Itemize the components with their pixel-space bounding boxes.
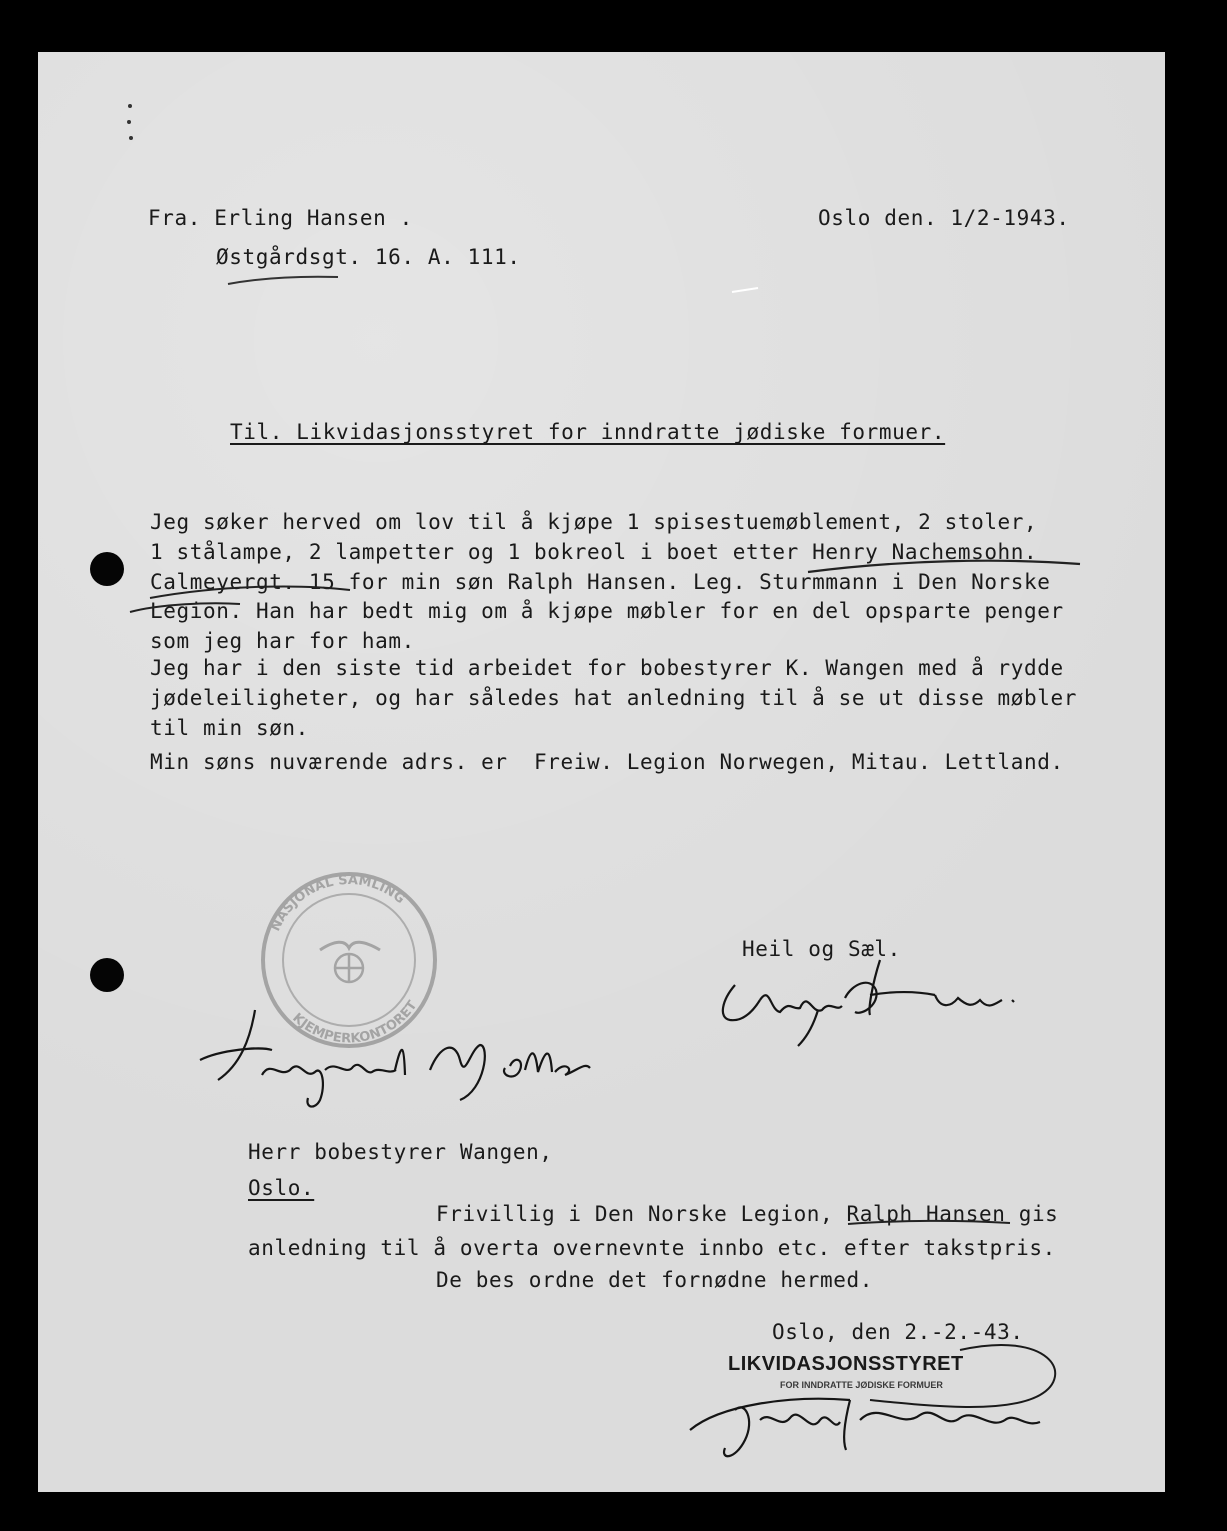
sender-address: Østgårdsgt. 16. A. 111. — [216, 245, 521, 269]
reply-city: Oslo. — [248, 1176, 315, 1200]
body-line: Min søns nuværende adrs. er Freiw. Legion Norwegen, Mitau. Lettland. — [150, 750, 1064, 774]
closing-greeting: Heil og Sæl. — [742, 937, 901, 961]
reply-salutation: Herr bobestyrer Wangen, — [248, 1140, 553, 1164]
body-line: som jeg har for ham. — [150, 629, 415, 653]
reply-date: Oslo, den 2.-2.-43. — [772, 1320, 1024, 1344]
org-stamp-name: LIKVIDASJONSSTYRET — [728, 1353, 964, 1375]
reply-line: De bes ordne det fornødne hermed. — [436, 1268, 874, 1292]
underline-legion — [130, 603, 240, 612]
paper-mark — [732, 288, 758, 292]
signature-erling-hansen — [723, 960, 1014, 1046]
body-line: jødeleiligheter, og har således hat anledning til å se ut disse møbler — [150, 686, 1078, 710]
recipient-line: Til. Likvidasjonsstyret for inndratte jødiske formuer. — [230, 420, 946, 444]
underline-street — [150, 586, 350, 598]
org-stamp-subtitle: FOR INNDRATTE JØDISKE FORMUER — [780, 1380, 943, 1390]
underline-name — [808, 561, 1080, 572]
round-stamp — [263, 873, 435, 1047]
sender-name: Fra. Erling Hansen . — [148, 206, 413, 230]
stamp-text-top: NASJONAL SAMLING — [268, 872, 408, 934]
body-line: til min søn. — [150, 716, 309, 740]
body-line: Jeg har i den siste tid arbeidet for bobestyrer K. Wangen med å rydde — [150, 656, 1064, 680]
reply-line: Frivillig i Den Norske Legion, Ralph Hansen gis — [436, 1202, 1059, 1226]
stamp-text-bottom: KJEMPERKONTORET — [289, 998, 421, 1047]
underline-address — [228, 277, 338, 284]
underline-ralph — [848, 1221, 1010, 1224]
org-stamp — [728, 1345, 1055, 1407]
body-line: Calmeyergt. 15 for min søn Ralph Hansen. Leg. Sturmmann i Den Norske — [150, 570, 1051, 594]
eagle-icon — [320, 942, 380, 950]
letter-date: Oslo den. 1/2-1943. — [818, 206, 1070, 230]
body-line: Legion. Han har bedt mig om å kjøpe møbler for en del opsparte penger — [150, 599, 1064, 623]
body-line: 1 stålampe, 2 lampetter og 1 bokreol i boet etter Henry Nachemsohn. — [150, 540, 1038, 564]
reply-line: anledning til å overta overnevnte innbo etc. efter takstpris. — [248, 1236, 1056, 1260]
body-line: Jeg søker herved om lov til å kjøpe 1 spisestuemøblement, 2 stoler, — [150, 510, 1038, 534]
